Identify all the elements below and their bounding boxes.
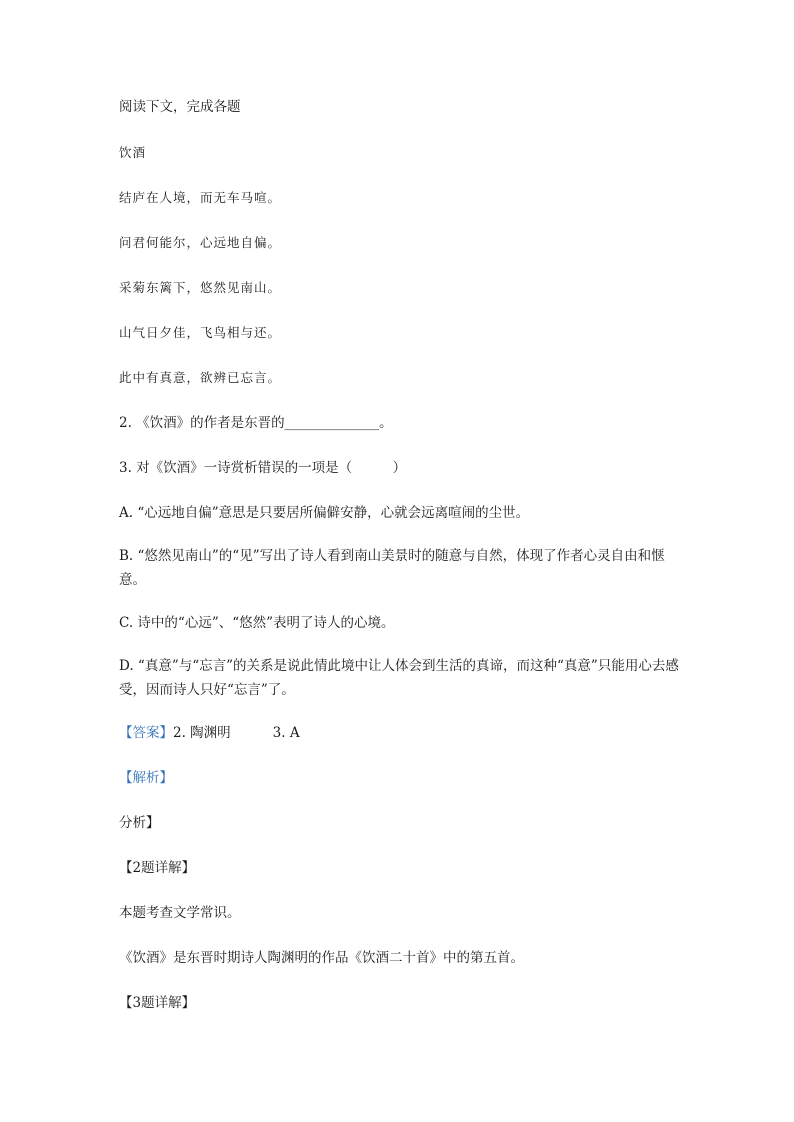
answer-label: 【答案】 xyxy=(119,725,173,741)
q2-text-1: 本题考查文学常识。 xyxy=(119,905,241,921)
q3-heading: 【3题详解】 xyxy=(119,995,196,1011)
answer-text: 2. 陶渊明 xyxy=(173,725,231,741)
poem-title: 饮酒 xyxy=(119,145,147,160)
answer-line xyxy=(119,724,300,742)
poem-line-2: 问君何能尔，心远地自偏。 xyxy=(119,235,282,250)
option-a: A. “心远地自偏”意思是只要居所偏僻安静，心就会远离喧闹的尘世。 xyxy=(119,505,530,521)
poem-line-5: 此中有真意，欲辨已忘言。 xyxy=(119,370,282,385)
analysis-intro: 分析】 xyxy=(119,815,160,831)
answer-text-2: 3. A xyxy=(272,725,300,741)
option-d: D. “真意”与“忘言”的关系是说此情此境中让人体会到生活的真谛，而这种“真意”只能用心去感受，因而诗人只好“忘言”了。 xyxy=(119,658,679,698)
question-2: 2. 《饮酒》的作者是东晋的______________。 xyxy=(119,415,393,431)
poem-line-4: 山气日夕佳，飞鸟相与还。 xyxy=(119,325,282,340)
option-c: C. 诗中的“心远”、“悠然”表明了诗人的心境。 xyxy=(119,615,395,631)
poem-line-1: 结庐在人境，而无车马喧。 xyxy=(119,190,282,205)
option-b: B. “悠然见南山”的“见”写出了诗人看到南山美景时的随意与自然，体现了作者心灵自由和惬意。 xyxy=(119,548,665,588)
analysis-label: 【解析】 xyxy=(119,770,173,786)
instruction-text: 阅读下文，完成各题 xyxy=(119,99,241,115)
q2-heading: 【2题详解】 xyxy=(119,860,196,876)
poem-line-3: 采菊东篱下，悠然见南山。 xyxy=(119,280,282,295)
q2-text-2: 《饮酒》是东晋时期诗人陶渊明的作品《饮酒二十首》中的第五首。 xyxy=(119,950,524,966)
question-3: 3. 对《饮酒》一诗赏析错误的一项是（ ） xyxy=(119,460,407,476)
